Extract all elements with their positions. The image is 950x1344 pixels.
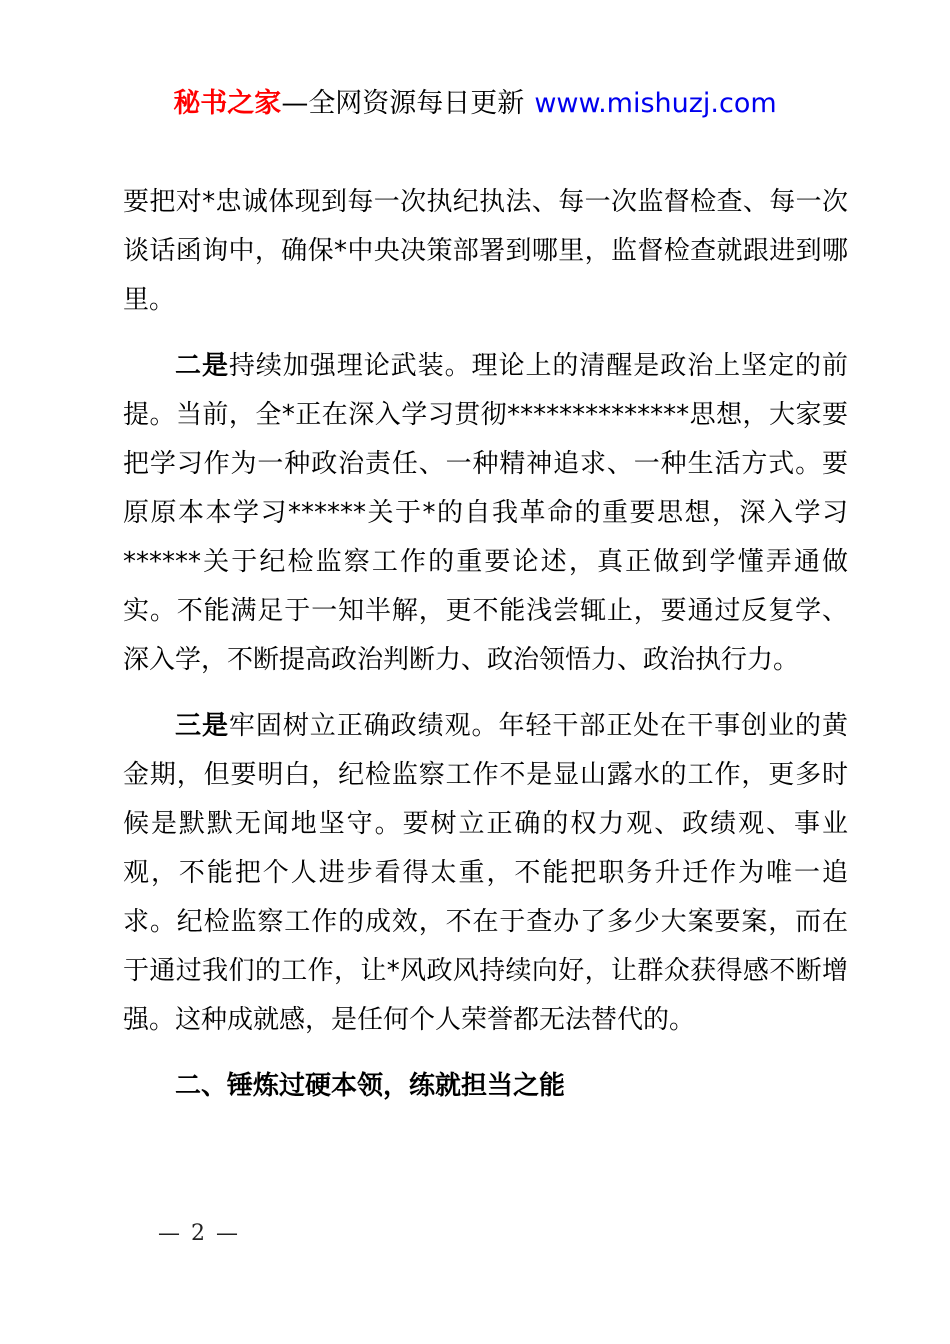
site-tagline: —全网资源每日更新 [281,88,525,119]
letterhead [0,84,950,124]
paragraph: 二是持续加强理论武装。理论上的清醒是政治上坚定的前提。当前，全*正在深入学习贯彻**************思想，大家要把学习作为一种政治责任、一种精神追求、一种生活方式。要原原本本学习******关于*的自我革命的重要思想，深入学习******关于纪检监察工作的重要论述，真正做到学懂弄通做实。不能满足于一知半解，更不能浅尝辄止，要通过反复学、深入学，不断提高政治判断力、政治领悟力、政治执行力。 [123,351,848,675]
site-url-link[interactable]: www.mishuzj.com [534,88,777,119]
paragraph: 三是牢固树立正确政绩观。年轻干部正处在干事创业的黄金期，但要明白，纪检监察工作不是显山露水的工作，更多时候是默默无闻地坚守。要树立正确的权力观、政绩观、事业观，不能把个人进步看得太重，不能把职务升迁作为唯一追求。纪检监察工作的成效，不在于查办了多少大案要案，而在于通过我们的工作，让*风政风持续向好，让群众获得感不断增强。这种成就感，是任何个人荣誉都无法替代的。 [123,711,848,1035]
paragraph-bold-prefix: 三是 [175,711,229,741]
paragraph-bold-prefix: 二是 [175,351,229,381]
section-heading: 二、锤炼过硬本领，练就担当之能 [175,1071,566,1101]
document-body [123,178,848,1111]
page-number: — 2 — [158,1221,240,1246]
paragraph: 要把对*忠诚体现到每一次执纪执法、每一次监督检查、每一次谈话函询中，确保*中央决策部署到哪里，监督检查就跟进到哪里。 [123,187,848,315]
site-brand: 秘书之家 [173,88,282,119]
